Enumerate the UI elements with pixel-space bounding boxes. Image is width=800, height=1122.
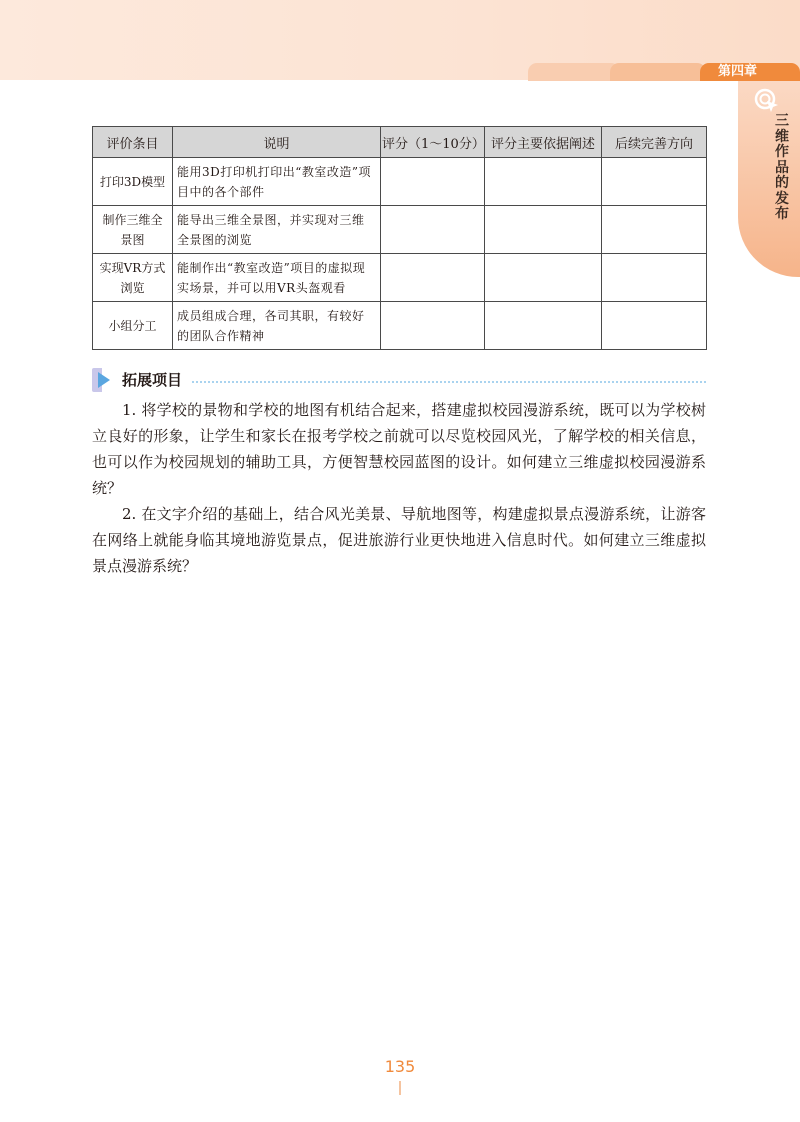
table-row [93,158,707,206]
row-improve-cell [602,254,707,302]
row-improve-cell [602,206,707,254]
row-desc: 能导出三维全景图，并实现对三维全景图的浏览 [173,206,381,254]
section-title: 三维作品的发布 [775,113,789,222]
row-item: 小组分工 [93,302,173,350]
row-item: 打印3D模型 [93,158,173,206]
header-cell-item: 评价条目 [93,127,173,158]
extension-body [92,397,706,579]
evaluation-table [92,126,707,350]
table-header-row [93,127,707,158]
row-basis-cell [485,206,602,254]
row-improve-cell [602,302,707,350]
header-tab-decor-1 [528,63,620,81]
row-desc: 能用3D打印机打印出“教室改造”项目中的各个部件 [173,158,381,206]
paragraph: 1. 将学校的景物和学校的地图有机结合起来，搭建虚拟校园漫游系统，既可以为学校树立良好的形象，让学生和家长在报考学校之前就可以尽览校园风光，了解学校的相关信息，也可以作为校园规划的辅助工具，方便智慧校园蓝图的设计。如何建立三维虚拟校园漫游系统？ [92,401,706,497]
header-tab-decor-2 [610,63,706,81]
extension-title: 拓展项目 [122,371,183,389]
dotted-divider [192,381,706,383]
row-item: 实现VR方式浏览 [93,254,173,302]
play-arrow-icon [98,372,110,388]
row-improve-cell [602,158,707,206]
header-cell-score: 评分（1～10分） [381,127,485,158]
header-cell-improve: 后续完善方向 [602,127,707,158]
row-item: 制作三维全景图 [93,206,173,254]
row-basis-cell [485,302,602,350]
cursor-click-icon [754,88,780,114]
row-basis-cell [485,254,602,302]
row-desc: 能制作出“教室改造”项目的虚拟现实场景，并可以用VR头盔观看 [173,254,381,302]
table-row [93,302,707,350]
chapter-label: 第四章 [700,63,800,81]
page-number-tick [399,1081,401,1095]
row-score-cell [381,302,485,350]
header-cell-basis: 评分主要依据阐述 [485,127,602,158]
table-row [93,206,707,254]
paragraph: 2. 在文字介绍的基础上，结合风光美景、导航地图等，构建虚拟景点漫游系统，让游客在网络上就能身临其境地游览景点，促进旅游行业更快地进入信息时代。如何建立三维虚拟景点漫游系统？ [92,505,706,575]
header-cell-desc: 说明 [173,127,381,158]
extension-section-heading [92,368,706,392]
row-score-cell [381,158,485,206]
table-row [93,254,707,302]
row-desc: 成员组成合理，各司其职，有较好的团队合作精神 [173,302,381,350]
row-score-cell [381,206,485,254]
row-basis-cell [485,158,602,206]
row-score-cell [381,254,485,302]
page-number: 135 [384,1057,416,1076]
